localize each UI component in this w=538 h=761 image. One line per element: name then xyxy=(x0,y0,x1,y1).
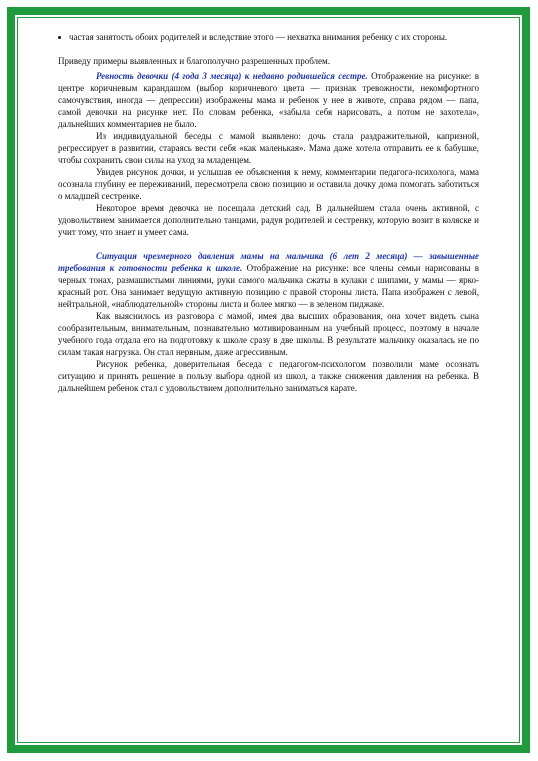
document-body xyxy=(58,31,479,394)
intro-paragraph: Приведу примеры выявленных и благополучно разрешенных проблем. xyxy=(58,56,330,66)
case1-paragraph-1 xyxy=(58,70,479,130)
case1-title: Ревность девочки (4 года 3 месяца) к недавно родившейся сестре. xyxy=(96,71,368,81)
case2-paragraph-1-text: Отображение на рисунке: все члены семьи нарисованы в черных тонах, размашистыми линиями, руки самого мальчика сжаты в кулаки с шипами, у мамы — ярко-красный рот. Она занимает ведущую активную позицию с правой стороны листа. Папа изображен с левой, нейтральной, «наблюдательной» стороны листа и более мягко — в зеленом пиджаке. xyxy=(58,263,479,309)
case2-paragraph-3: Рисунок ребенка, доверительная беседа с педагогом-психологом позволили маме осознать ситуацию и принять решение в пользу выбора одной из школ, а также снижения давления на ребенка. В дальнейшем ребенок стал с удовольствием дополнительно заниматься карате. xyxy=(58,359,479,393)
page-frame xyxy=(7,7,530,753)
bullet-text: частая занятость обоих родителей и вследствие этого — нехватка внимания ребенку с их стороны. xyxy=(69,32,448,42)
case1-paragraph-3: Увидев рисунок дочки, и услышав ее объяснения к нему, комментарии педагога-психолога, мама осознала глубину ее переживаний, пересмотрела свою позицию и оставила дочку дома помогать заботиться о младшей сестренке. xyxy=(58,167,479,201)
case1-paragraph-2: Из индивидуальной беседы с мамой выявлено: дочь стала раздражительной, капризной, регрессирует в развитии, стараясь вести себя «как маленькая». Мама даже хотела отправить ее к бабушке, чтобы сохранить свои силы на уход за младенцем. xyxy=(58,131,479,165)
bullet-icon xyxy=(58,36,61,39)
case2-title: Ситуация чрезмерного давления мамы на мальчика (6 лет 2 месяца) — завышенные требования к готовности ребенка к школе. xyxy=(58,251,479,273)
case1-paragraph-1-text: Отображение на рисунке: в центре коричневым карандашом (выбор коричневого цвета — признак тревожности, некомфортного самочувствия, иногда — депрессии) изображены мама и ребенок у нее в животе, справа рядом — папа, самой девочки на рисунке нет. По словам ребенка, «забыла себя нарисовать, а потом не захотела», дальнейших комментариев не было. xyxy=(58,71,480,129)
case1-paragraph-4: Некоторое время девочка не посещала детский сад. В дальнейшем стала очень активной, с удовольствием занимается дополнительно танцами, радуя родителей и сестренку, которую возит в коляске и учит тому, что знает и умеет сама. xyxy=(58,203,479,237)
case2-paragraph-2: Как выяснилось из разговора с мамой, имея два высших образования, она хочет видеть сына сообразительным, внимательным, познавательно мотивированным на учебный процесс, поэтому в начале учебного года отдала его на подготовку к школе сразу в две школы. В результате мальчику оказалась не по силам такая нагрузка. Он стал нервным, даже агрессивным. xyxy=(58,311,479,357)
list-item xyxy=(58,31,479,43)
case2-paragraph-1 xyxy=(58,250,479,310)
